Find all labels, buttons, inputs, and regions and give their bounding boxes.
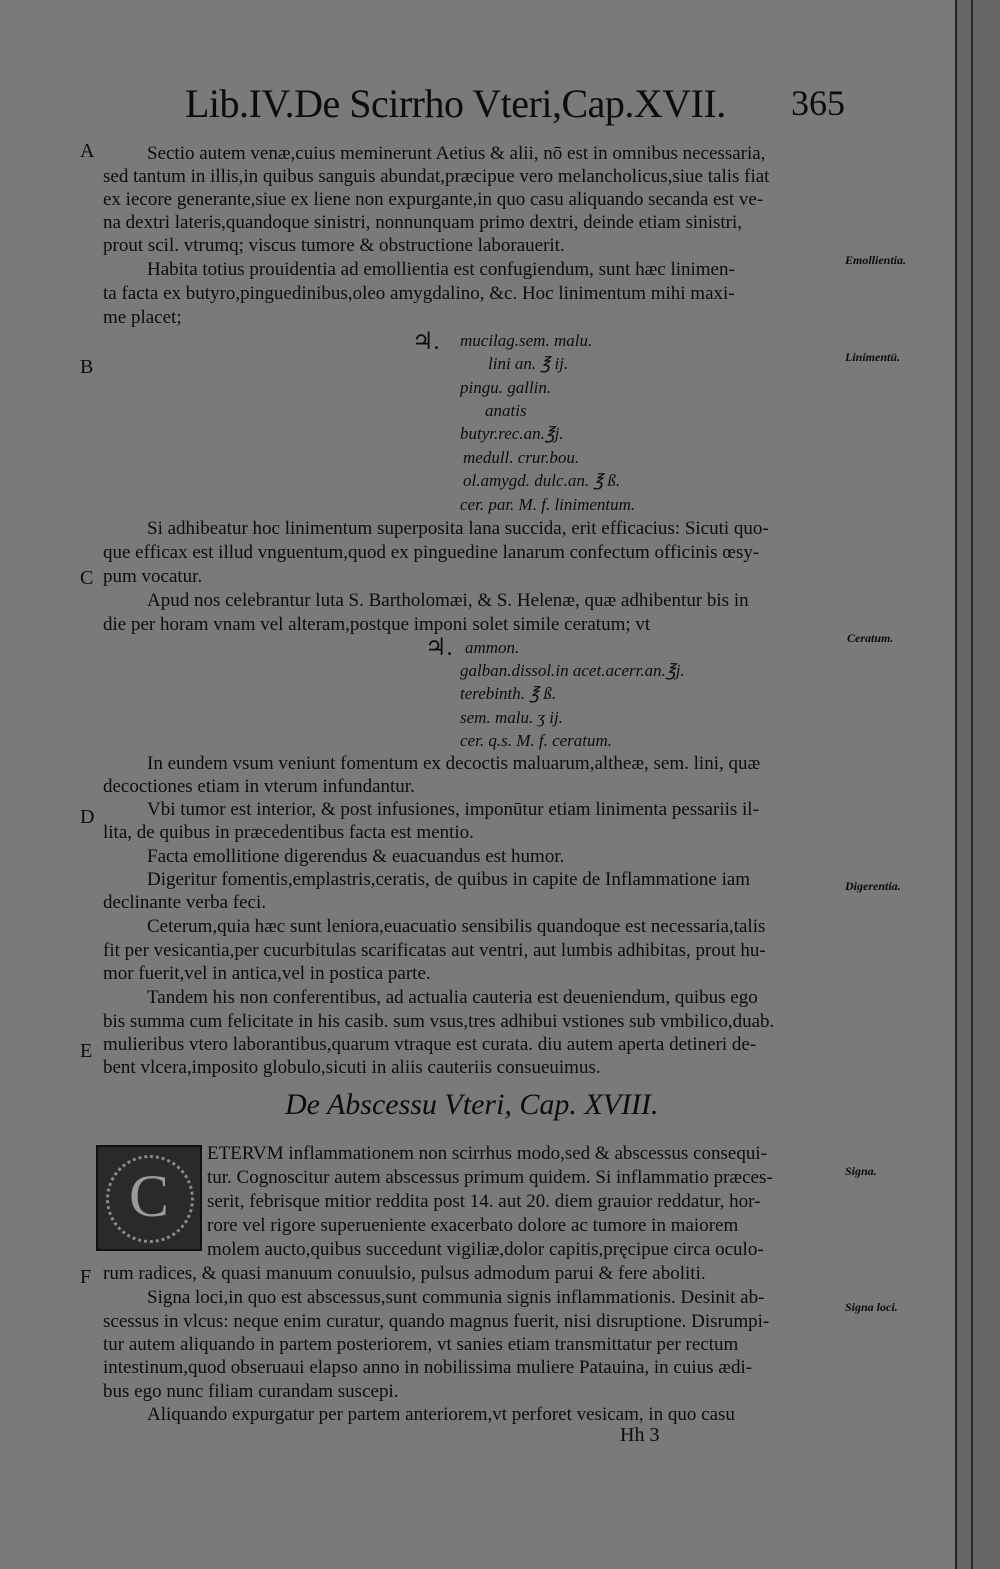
margin-letter-f: F	[80, 1266, 92, 1288]
text-line: Aliquando expurgatur per partem anteriorem,vt perforet vesicam, in quo casu	[147, 1404, 735, 1425]
recipe-line: medull. crur.bou.	[463, 448, 580, 467]
recipe-line: cer. q.s. M. f. ceratum.	[460, 731, 613, 750]
text-line: Digeritur fomentis,emplastris,ceratis, de quibus in capite de Inflammatione iam	[147, 869, 751, 890]
recipe-line: terebinth. ℥ ß.	[460, 684, 557, 703]
text-line: bus ego nunc filiam curandam suscepi.	[103, 1381, 399, 1402]
decorated-initial	[96, 1145, 202, 1251]
text-line: Tandem his non conferentibus, ad actualia cauteria est deueniendum, quibus ego	[147, 987, 758, 1008]
margin-letter-d: D	[80, 806, 95, 828]
signature-mark: Hh 3	[620, 1424, 660, 1446]
recipe-symbol: ♃.	[425, 635, 453, 661]
text-line: Signa loci,in quo est abscessus,sunt communia signis inflammationis. Desinit ab-	[147, 1287, 765, 1308]
text-line: mulieribus vtero laborantibus,quarum vtraque est curata. diu autem aperta detineri de-	[103, 1034, 757, 1055]
side-note: Ceratum.	[847, 631, 894, 645]
recipe-line: ol.amygd. dulc.an. ℥ ß.	[463, 471, 621, 490]
margin-letter-b: B	[80, 356, 94, 378]
text-line: decoctiones etiam in vterum infundantur.	[103, 776, 415, 797]
text-line: rum radices, & quasi manuum conuulsio, pulsus admodum parui & fere aboliti.	[103, 1263, 706, 1284]
text-line: Habita totius prouidentia ad emollientia est confugiendum, sunt hæc linimen-	[147, 259, 735, 280]
text-line: molem aucto,quibus succedunt vigiliæ,dolor capitis,pręcipue circa oculo-	[207, 1239, 764, 1260]
text-line: me placet;	[103, 307, 182, 328]
side-note: Digerentia.	[845, 879, 901, 893]
side-note: Emollientia.	[845, 253, 907, 267]
text-line: Facta emollitione digerendus & euacuandus est humor.	[147, 846, 565, 867]
recipe-line: lini an. ℥ ij.	[488, 354, 569, 373]
side-note: Signa loci.	[845, 1300, 898, 1314]
text-line: prout scil. vtrumq; viscus tumore & obstructione laborauerit.	[103, 235, 565, 256]
side-note: Linimentü.	[845, 350, 901, 364]
margin-letter-a: A	[80, 140, 95, 162]
text-line: Apud nos celebrantur luta S. Bartholomæi, & S. Helenæ, quæ adhibentur bis in	[147, 590, 749, 611]
text-line: tur autem aliquando in partem posteriorem, vt sanies etiam transmittatur per rectum	[103, 1334, 739, 1355]
text-line: pum vocatur.	[103, 566, 203, 587]
text-line: fit per vesicantia,per cucurbitulas scarificatas aut ventri, aut lumbis adhibitas, prout hu-	[103, 940, 766, 961]
text-line: scessus in vlcus: neque enim curatur, quando magnus fuerit, nisi disruptione. Disrumpi-	[103, 1311, 770, 1332]
recipe-line: pingu. gallin.	[460, 378, 552, 397]
text-line: ex iecore generante,siue ex liene non expurgante,in quo casu aliquando secanda est ve-	[103, 189, 764, 210]
recipe-line: butyr.rec.an.℥j.	[460, 424, 564, 443]
text-line: lita, de quibus in præcedentibus facta est mentio.	[103, 822, 474, 843]
text-line: serit, febrisque mitior reddita post 14. aut 20. diem grauior reddatur, hor-	[207, 1191, 761, 1212]
text-line: bent vlcera,imposito globulo,sicuti in aliis cauteriis consueuimus.	[103, 1057, 601, 1078]
text-line: na dextri lateris,quandoque sinistri, nonnunquam primo dextri, deinde etiam sinistri,	[103, 212, 743, 233]
text-line: ETERVM inflammationem non scirrhus modo,sed & abscessus consequi-	[207, 1143, 767, 1164]
text-line: Si adhibeatur hoc linimentum superposita lana succida, erit efficacius: Sicuti quo-	[147, 518, 769, 539]
margin-letter-e: E	[80, 1040, 93, 1062]
recipe-line: ammon.	[465, 638, 520, 657]
book-spine	[955, 0, 1000, 1569]
chapter-heading: De Abscessu Vteri, Cap. XVIII.	[285, 1088, 659, 1121]
text-line: intestinum,quod obseruaui elapso anno in nobilissima muliere Patauina, in cuius ædi-	[103, 1357, 753, 1378]
text-line: die per horam vnam vel alteram,postque imponi solet simile ceratum; vt	[103, 614, 651, 635]
initial-letter: C	[128, 1163, 170, 1229]
text-line: Vbi tumor est interior, & post infusiones, imponūtur etiam linimenta pessariis il-	[147, 799, 759, 820]
text-line: ta facta ex butyro,pinguedinibus,oleo amygdalino, &c. Hoc linimentum mihi maxi-	[103, 283, 735, 304]
margin-letter-c: C	[80, 567, 94, 589]
recipe-line: cer. par. M. f. linimentum.	[460, 495, 636, 514]
page-number: 365	[791, 83, 845, 123]
text-line: declinante verba feci.	[103, 892, 266, 913]
text-line: rore vel rigore superueniente exacerbato dolore ac tumore in maiorem	[207, 1215, 739, 1236]
text-line: In eundem vsum veniunt fomentum ex decoctis maluarum,altheæ, sem. lini, quæ	[147, 753, 761, 774]
recipe-line: galban.dissol.in acet.acerr.an.℥j.	[460, 661, 685, 680]
text-line: mor fuerit,vel in antica,vel in postica parte.	[103, 963, 431, 984]
running-title: Lib.IV.De Scirrho Vteri,Cap.XVII.	[185, 81, 726, 126]
text-line: bis summa cum felicitate in his casib. sum vsus,tres adhibui vstiones sub vmbilico,duab.	[103, 1011, 775, 1032]
recipe-line: mucilag.sem. malu.	[460, 331, 593, 350]
text-line: Sectio autem venæ,cuius meminerunt Aetius & alii, nō est in omnibus necessaria,	[147, 143, 766, 164]
running-header	[185, 80, 845, 132]
recipe-symbol: ♃.	[412, 329, 440, 355]
text-line: que efficax est illud vnguentum,quod ex pinguedine lanarum confectum officinis œsy-	[103, 542, 760, 563]
text-line: sed tantum in illis,in quibus sanguis abundat,præcipue vero melancholicus,siue talis fiat	[103, 166, 770, 187]
recipe-line: sem. malu. ʒ ij.	[460, 708, 563, 727]
text-line: Ceterum,quia hæc sunt leniora,euacuatio sensibilis quandoque est necessaria,talis	[147, 916, 766, 937]
recipe-line: anatis	[485, 401, 527, 420]
text-line: tur. Cognoscitur autem abscessus primum quidem. Si inflammatio præces-	[207, 1167, 773, 1188]
side-note: Signa.	[845, 1164, 877, 1178]
